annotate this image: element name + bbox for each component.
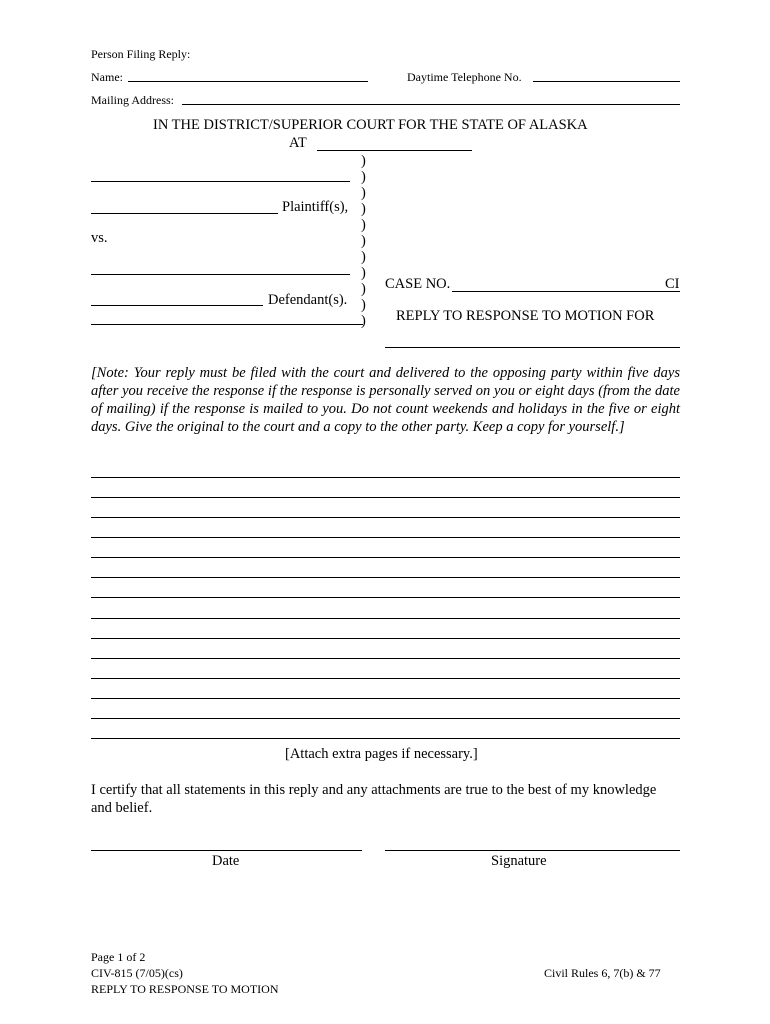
filing-note: [Note: Your reply must be filed with the court and delivered to the opposing party within five days after you receive the response if the response is personally served on you or eight days (from the date of mailing) if the response is mailed to you. Do not count weekends and holidays in the five or eight days. Give the original to the court and a copy to the other party. Keep a copy for yourself.] <box>91 365 680 435</box>
defendants-label: Defendant(s). <box>268 292 348 308</box>
defendant-name-field-3[interactable] <box>91 324 363 325</box>
reply-line[interactable] <box>91 517 680 518</box>
plaintiffs-label: Plaintiff(s), <box>282 199 349 215</box>
court-title: IN THE DISTRICT/SUPERIOR COURT FOR THE STATE OF ALASKA <box>153 117 588 133</box>
case-no-field[interactable] <box>452 291 680 292</box>
reply-line[interactable] <box>91 698 680 699</box>
defendant-name-field-2[interactable] <box>91 305 263 306</box>
reply-line[interactable] <box>91 577 680 578</box>
reply-line[interactable] <box>91 638 680 639</box>
person-filing-label: Person Filing Reply: <box>91 47 191 61</box>
reply-line[interactable] <box>91 477 680 478</box>
reply-line[interactable] <box>91 658 680 659</box>
name-field[interactable] <box>128 81 368 82</box>
reply-title: REPLY TO RESPONSE TO MOTION FOR <box>396 308 655 324</box>
form-title: REPLY TO RESPONSE TO MOTION <box>91 982 279 996</box>
reply-line[interactable] <box>91 618 680 619</box>
reply-line[interactable] <box>91 738 680 739</box>
caption-paren: ) <box>361 313 366 329</box>
certification-text: I certify that all statements in this reply and any attachments are true to the best of my knowledge and belief. <box>91 782 657 816</box>
name-label: Name: <box>91 70 123 84</box>
date-label: Date <box>212 853 240 869</box>
reply-line[interactable] <box>91 537 680 538</box>
attach-note: [Attach extra pages if necessary.] <box>285 746 478 762</box>
date-field[interactable] <box>91 850 362 851</box>
form-number: CIV-815 (7/05)(cs) <box>91 966 183 980</box>
civil-rules: Civil Rules 6, 7(b) & 77 <box>544 966 661 980</box>
vs-label: vs. <box>91 230 108 246</box>
caption-paren: ) <box>361 233 366 249</box>
caption-paren: ) <box>361 281 366 297</box>
caption-paren: ) <box>361 249 366 265</box>
reply-line[interactable] <box>91 497 680 498</box>
caption-paren: ) <box>361 169 366 185</box>
case-no-label: CASE NO. <box>385 276 451 292</box>
court-location-field[interactable] <box>317 150 472 151</box>
court-at-label: AT <box>289 135 307 151</box>
phone-label: Daytime Telephone No. <box>407 70 522 84</box>
reply-line[interactable] <box>91 597 680 598</box>
motion-name-field[interactable] <box>385 347 680 348</box>
defendant-name-field[interactable] <box>91 274 350 275</box>
page-number: Page 1 of 2 <box>91 950 146 964</box>
signature-label: Signature <box>491 853 547 869</box>
mailing-address-label: Mailing Address: <box>91 93 174 107</box>
phone-field[interactable] <box>533 81 680 82</box>
signature-field[interactable] <box>385 850 680 851</box>
caption-paren: ) <box>361 185 366 201</box>
plaintiff-name-field-2[interactable] <box>91 213 278 214</box>
reply-line[interactable] <box>91 678 680 679</box>
caption-paren: ) <box>361 153 366 169</box>
caption-paren: ) <box>361 265 366 281</box>
reply-line[interactable] <box>91 718 680 719</box>
mailing-address-field[interactable] <box>182 104 680 105</box>
reply-line[interactable] <box>91 557 680 558</box>
caption-paren: ) <box>361 297 366 313</box>
plaintiff-name-field[interactable] <box>91 181 350 182</box>
caption-paren: ) <box>361 217 366 233</box>
case-suffix: CI <box>665 276 680 292</box>
caption-paren: ) <box>361 201 366 217</box>
